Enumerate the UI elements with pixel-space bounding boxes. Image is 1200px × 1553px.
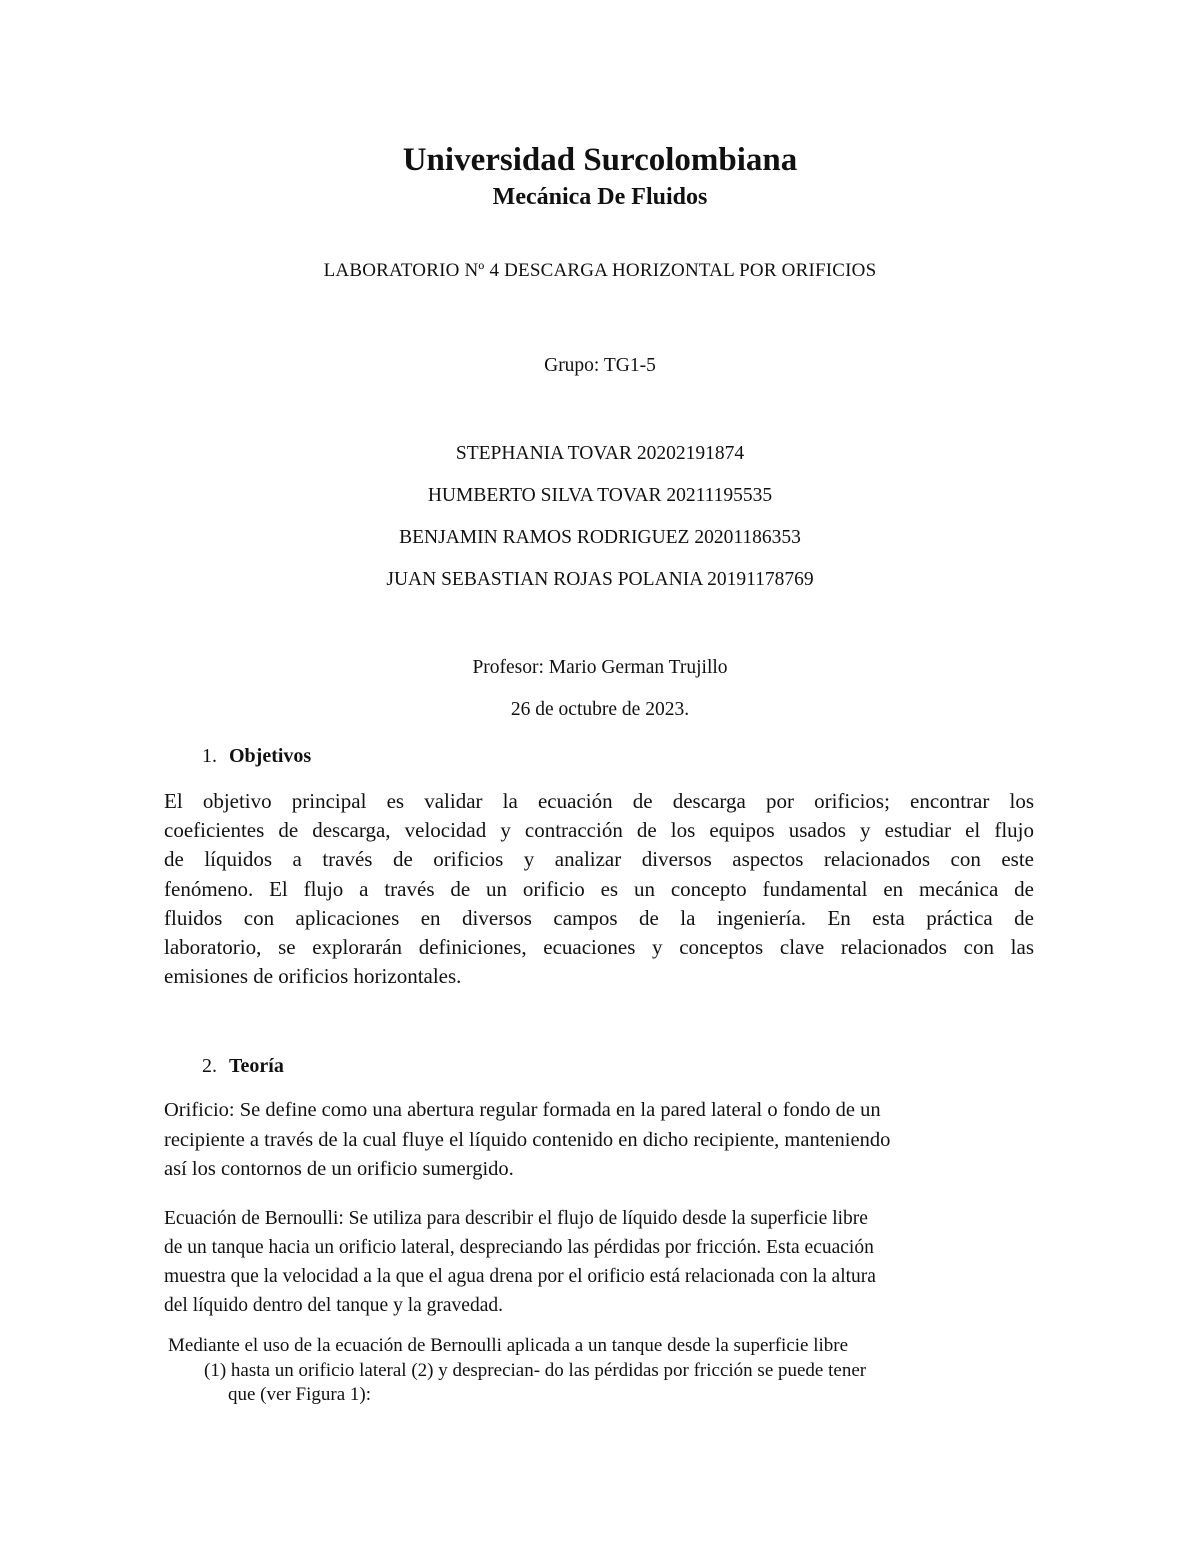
lab-title: LABORATORIO Nº 4 DESCARGA HORIZONTAL POR ORIFICIOS xyxy=(323,260,877,281)
mediante-paragraph xyxy=(168,1334,1030,1408)
university-title: Universidad Surcolombiana xyxy=(402,142,798,178)
course-title: Mecánica De Fluidos xyxy=(492,184,708,210)
objetivos-paragraph xyxy=(164,787,1034,991)
paragraph-line: coeficientes de descarga, velocidad y contracción de los equipos usados y estudiar el flujo xyxy=(164,818,1034,843)
paragraph-line: fluidos con aplicaciones en diversos campos de la ingeniería. En esta práctica de xyxy=(164,905,1034,930)
student-name: JUAN SEBASTIAN ROJAS POLANIA 20191178769 xyxy=(386,569,814,590)
paragraph-line: del líquido dentro del tanque y la gravedad. xyxy=(164,1295,503,1316)
professor-label: Profesor: Mario German Trujillo xyxy=(472,657,728,678)
student-name: STEPHANIA TOVAR 20202191874 xyxy=(455,443,745,464)
section-number: 1. xyxy=(202,745,217,767)
paragraph-line: laboratorio, se explorarán definiciones, ecuaciones y conceptos clave relacionados con las xyxy=(164,935,1034,960)
section-number: 2. xyxy=(202,1055,217,1077)
paragraph-line: de un tanque hacia un orificio lateral, despreciando las pérdidas por fricción. Esta ecuación xyxy=(164,1237,874,1258)
paragraph-line: Mediante el uso de la ecuación de Bernoulli aplicada a un tanque desde la superficie libre xyxy=(168,1335,849,1356)
section-heading-objetivos xyxy=(202,745,311,768)
paragraph-line: fenómeno. El flujo a través de un orificio es un concepto fundamental en mecánica de xyxy=(164,876,1034,901)
paragraph-line: emisiones de orificios horizontales. xyxy=(164,964,462,989)
paragraph-line: así los contornos de un orificio sumergido. xyxy=(164,1158,514,1180)
student-name: BENJAMIN RAMOS RODRIGUEZ 20201186353 xyxy=(399,527,801,548)
paragraph-line: Ecuación de Bernoulli: Se utiliza para describir el flujo de líquido desde la superficie libre xyxy=(164,1208,868,1229)
paragraph-line: recipiente a través de la cual fluye el líquido contenido en dicho recipiente, manteniendo xyxy=(164,1128,891,1151)
orificio-paragraph xyxy=(164,1096,1034,1185)
paragraph-line: (1) hasta un orificio lateral (2) y desprecian- do las pérdidas por fricción se puede tener xyxy=(204,1359,867,1381)
paragraph-line: de líquidos a través de orificios y analizar diversos aspectos relacionados con este xyxy=(164,847,1034,872)
section-title: Teoría xyxy=(229,1055,284,1077)
bernoulli-paragraph xyxy=(164,1204,1034,1320)
student-name: HUMBERTO SILVA TOVAR 20211195535 xyxy=(427,485,773,506)
paragraph-line: que (ver Figura 1): xyxy=(228,1384,371,1405)
paragraph-line: Orificio: Se define como una abertura regular formada en la pared lateral o fondo de un xyxy=(164,1099,881,1121)
paragraph-line: muestra que la velocidad a la que el agua drena por el orificio está relacionada con la altura xyxy=(164,1266,876,1287)
document-date: 26 de octubre de 2023. xyxy=(510,699,690,720)
section-heading-teoria xyxy=(202,1055,284,1078)
group-label: Grupo: TG1-5 xyxy=(544,355,656,376)
section-title: Objetivos xyxy=(229,745,312,767)
paragraph-line: El objetivo principal es validar la ecuación de descarga por orificios; encontrar los xyxy=(164,789,1034,813)
